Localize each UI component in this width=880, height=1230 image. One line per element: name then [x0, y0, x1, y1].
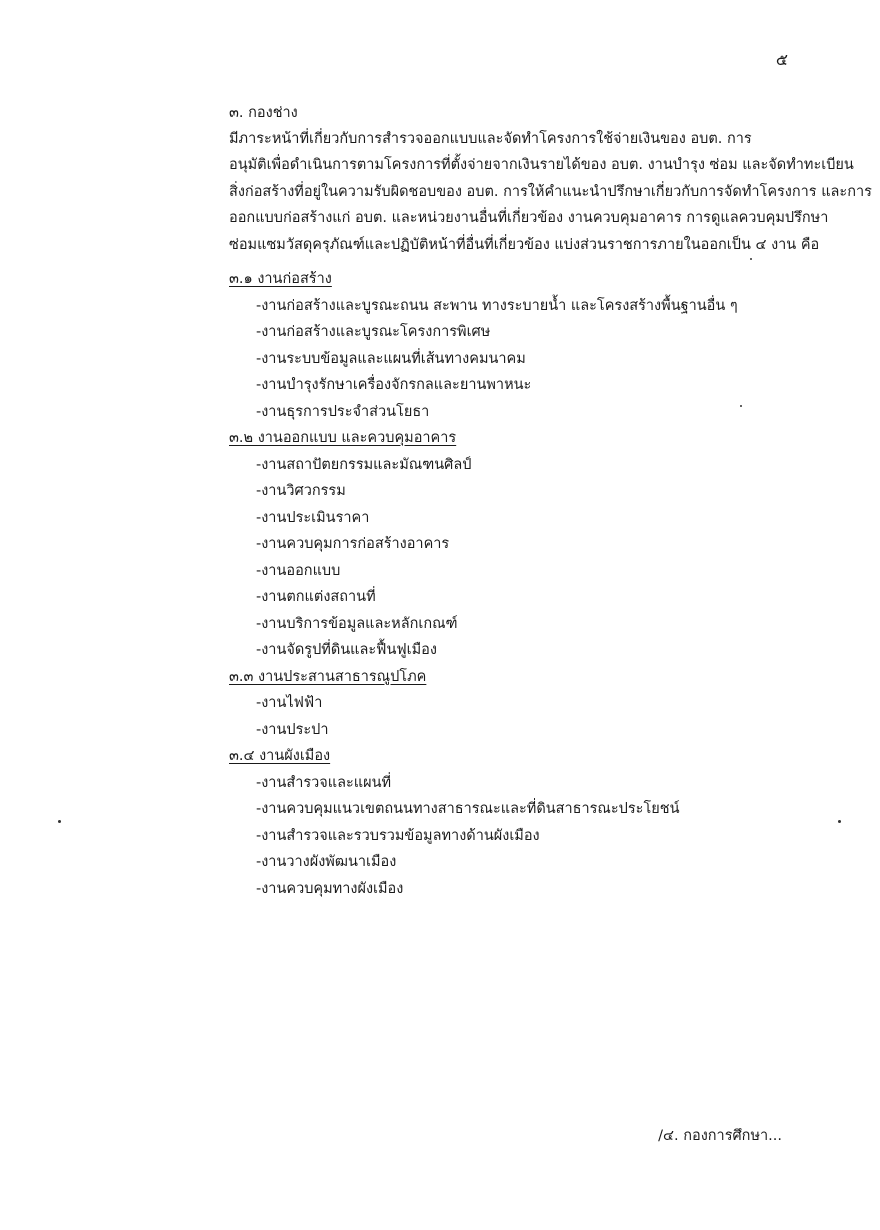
unit-group — [229, 743, 789, 902]
page-number: ๕ — [775, 50, 788, 69]
sub-units — [229, 266, 789, 902]
unit-item: -งานประเมินราคา — [256, 509, 370, 526]
unit-group — [229, 664, 789, 744]
section-title: ๓. กองช่าง — [229, 105, 298, 121]
unit-group — [229, 266, 789, 425]
unit-heading: ๓.๓ งานประสานสาธารณูปโภค — [229, 668, 427, 685]
intro-line: มีภาระหน้าที่เกี่ยวกับการสำรวจออกแบบและจัดทำโครงการใช้จ่ายเงินของ อบต. การ — [229, 131, 752, 147]
section-intro-continued — [229, 152, 872, 258]
unit-item: -งานออกแบบ — [256, 562, 341, 579]
unit-heading: ๓.๒ งานออกแบบ และควบคุมอาคาร — [229, 430, 457, 446]
unit-item: -งานระบบข้อมูลและแผนที่เส้นทางคมนาคม — [256, 350, 526, 367]
unit-item: -งานจัดรูปที่ดินและฟื้นฟูเมือง — [256, 642, 437, 658]
unit-item: -งานสถาปัตยกรรมและมัณฑนศิลป์ — [256, 456, 472, 473]
unit-item: -งานวางผังพัฒนาเมือง — [256, 854, 397, 870]
unit-item: -งานสำรวจและรวบรวมข้อมูลทางด้านผังเมือง — [256, 827, 540, 844]
intro-line: ออกแบบก่อสร้างแก่ อบต. และหน่วยงานอื่นที่เกี่ยวข้อง งานควบคุมอาคาร การดูแลควบคุมปรึกษา — [229, 210, 829, 226]
unit-item: -งานบริการข้อมูลและหลักเกณฑ์ — [256, 615, 458, 632]
scan-speck — [740, 405, 742, 407]
unit-item-list — [229, 770, 789, 903]
unit-item: -งานก่อสร้างและบูรณะถนน สะพาน ทางระบายน้ำ และโครงสร้างพื้นฐานอื่น ๆ — [256, 297, 738, 314]
unit-item: -งานวิศวกรรม — [256, 483, 346, 499]
unit-item-list — [229, 690, 789, 743]
unit-item: -งานตกแต่งสถานที่ — [256, 589, 376, 605]
scan-speck — [58, 820, 61, 823]
unit-item: -งานควบคุมทางผังเมือง — [256, 880, 404, 897]
unit-item-list — [229, 293, 789, 426]
intro-line: สิ่งก่อสร้างที่อยู่ในความรับผิดชอบของ อบต. การให้คำแนะนำปรึกษาเกี่ยวกับการจัดทำโครงการ และการ — [229, 183, 872, 200]
unit-item: -งานควบคุมแนวเขตถนนทางสาธารณะและที่ดินสาธารณะประโยชน์ — [256, 801, 680, 817]
unit-item: -งานควบคุมการก่อสร้างอาคาร — [256, 536, 450, 552]
section-intro — [229, 126, 789, 153]
unit-item: -งานบำรุงรักษาเครื่องจักรกลและยานพาหนะ — [256, 377, 532, 393]
unit-item: -งานก่อสร้างและบูรณะโครงการพิเศษ — [256, 324, 491, 340]
intro-line: อนุมัติเพื่อดำเนินการตามโครงการที่ตั้งจ่ายจากเงินรายได้ของ อบต. งานบำรุง ซ่อม และจัดทำทะเบียน — [229, 157, 854, 173]
unit-item: -งานประปา — [256, 721, 329, 738]
intro-line: ซ่อมแซมวัสดุครุภัณฑ์และปฏิบัติหน้าที่อื่นที่เกี่ยวข้อง แบ่งส่วนราชการภายในออกเป็น ๔ งาน คือ — [229, 236, 820, 253]
continuation-note: /๔. กองการศึกษา... — [658, 1128, 782, 1144]
unit-heading: ๓.๔ งานผังเมือง — [229, 748, 331, 764]
scan-speck — [750, 258, 752, 260]
unit-item: -งานธุรการประจำส่วนโยธา — [256, 403, 430, 420]
unit-heading: ๓.๑ งานก่อสร้าง — [229, 271, 332, 287]
unit-group — [229, 425, 789, 664]
unit-item: -งานไฟฟ้า — [256, 695, 323, 711]
scan-speck — [838, 820, 841, 823]
unit-item-list — [229, 452, 789, 664]
section-header — [229, 100, 789, 126]
unit-item: -งานสำรวจและแผนที่ — [256, 774, 392, 791]
